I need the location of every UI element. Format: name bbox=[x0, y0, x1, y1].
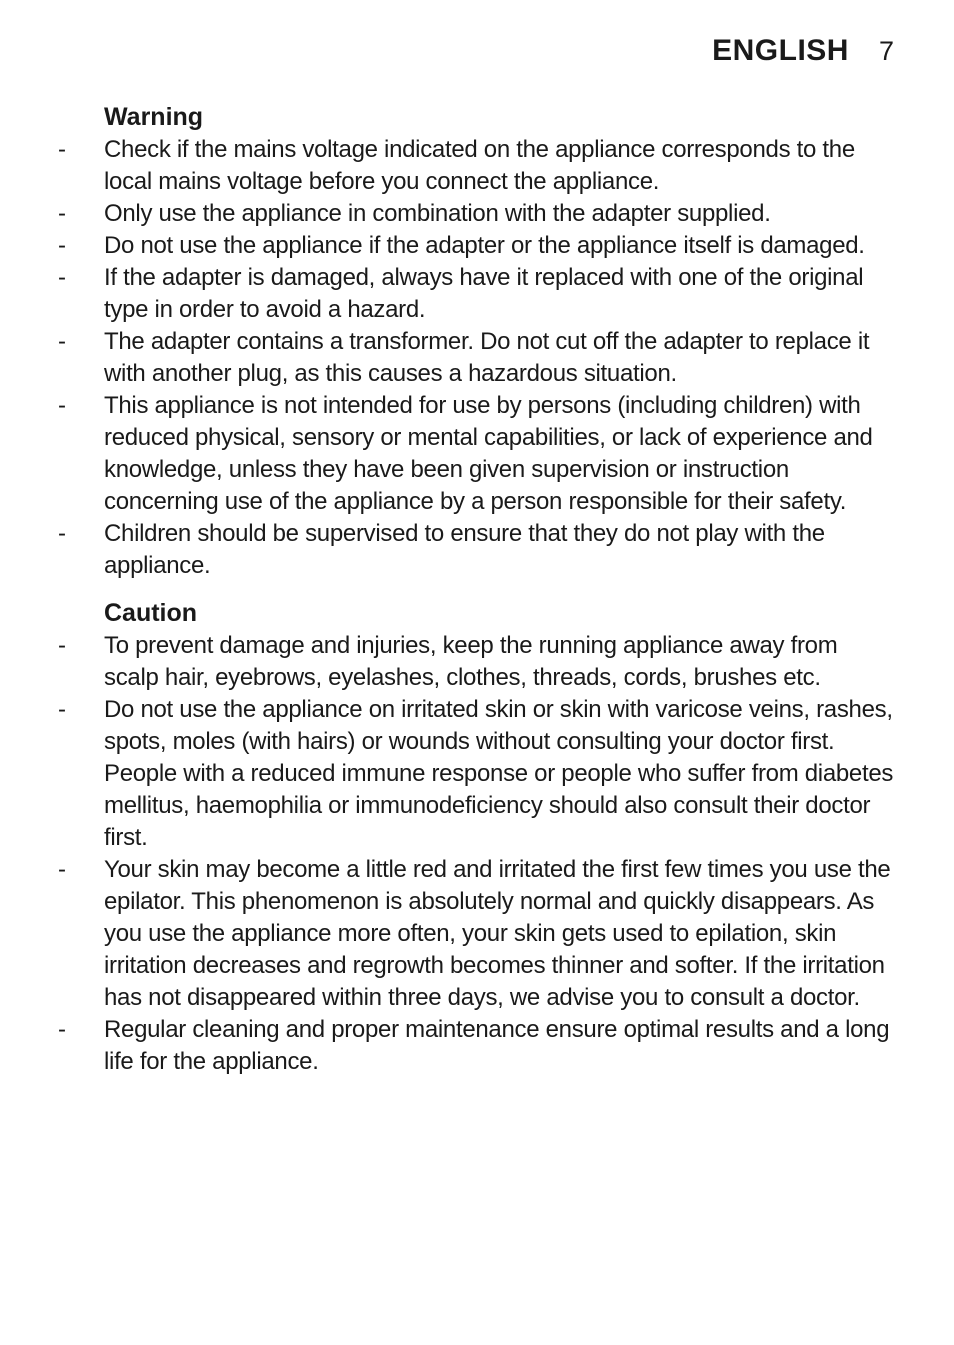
list-item-text: This appliance is not intended for use by persons (including children) with reduced physical, sensory or mental capabilities, or lack of experience and knowledge, unless they have been given supervision or instruction concerning use of the appliance by a person responsible for their safety. bbox=[104, 392, 873, 515]
bullet-dash: - bbox=[58, 264, 66, 291]
list-item-text: Check if the mains voltage indicated on the appliance corresponds to the local mains voltage before you connect the appliance. bbox=[104, 136, 855, 195]
bullet-dash: - bbox=[58, 328, 66, 355]
page-content bbox=[58, 100, 904, 1078]
list-item bbox=[58, 854, 904, 1014]
language-title: ENGLISH bbox=[712, 34, 849, 67]
bullet-dash: - bbox=[58, 232, 66, 259]
page-header bbox=[712, 34, 894, 68]
bullet-dash: - bbox=[58, 696, 66, 723]
list-item bbox=[58, 630, 904, 694]
bullet-dash: - bbox=[58, 520, 66, 547]
list-item-text: Children should be supervised to ensure that they do not play with the appliance. bbox=[104, 520, 825, 579]
list-item-text: To prevent damage and injuries, keep the running appliance away from scalp hair, eyebrows, eyelashes, clothes, threads, cords, brushes etc. bbox=[104, 632, 838, 691]
list-item-text: Regular cleaning and proper maintenance ensure optimal results and a long life for the appliance. bbox=[104, 1016, 890, 1075]
bullet-dash: - bbox=[58, 1016, 66, 1043]
list-item-text: Your skin may become a little red and irritated the first few times you use the epilator. This phenomenon is absolutely normal and quickly disappears. As you use the appliance more often, your skin gets used to epilation, skin irritation decreases and regrowth becomes thinner and softer. If the irritation has not disappeared within three days, we advise you to consult a doctor. bbox=[104, 856, 891, 1011]
warning-list bbox=[58, 134, 904, 582]
bullet-dash: - bbox=[58, 200, 66, 227]
caution-list bbox=[58, 630, 904, 1078]
list-item bbox=[58, 230, 904, 262]
list-item-text: If the adapter is damaged, always have it replaced with one of the original type in order to avoid a hazard. bbox=[104, 264, 864, 323]
list-item bbox=[58, 694, 904, 854]
page-number: 7 bbox=[878, 36, 894, 66]
list-item bbox=[58, 326, 904, 390]
list-item-text: The adapter contains a transformer. Do not cut off the adapter to replace it with another plug, as this causes a hazardous situation. bbox=[104, 328, 870, 387]
warning-section bbox=[58, 100, 904, 582]
bullet-dash: - bbox=[58, 392, 66, 419]
list-item bbox=[58, 262, 904, 326]
caution-section bbox=[58, 596, 904, 1078]
warning-heading: Warning bbox=[104, 103, 204, 131]
list-item bbox=[58, 390, 904, 518]
list-item bbox=[58, 1014, 904, 1078]
list-item-text: Only use the appliance in combination with the adapter supplied. bbox=[104, 200, 771, 227]
caution-heading: Caution bbox=[104, 599, 198, 627]
list-item bbox=[58, 134, 904, 198]
list-item-text: Do not use the appliance on irritated skin or skin with varicose veins, rashes, spots, moles (with hairs) or wounds without consulting your doctor first. People with a reduced immune response or people who suffer from diabetes mellitus, haemophilia or immunodeficiency should also consult their doctor first. bbox=[104, 696, 894, 851]
bullet-dash: - bbox=[58, 136, 66, 163]
list-item-text: Do not use the appliance if the adapter or the appliance itself is damaged. bbox=[104, 232, 865, 259]
list-item bbox=[58, 518, 904, 582]
bullet-dash: - bbox=[58, 856, 66, 883]
list-item bbox=[58, 198, 904, 230]
bullet-dash: - bbox=[58, 632, 66, 659]
